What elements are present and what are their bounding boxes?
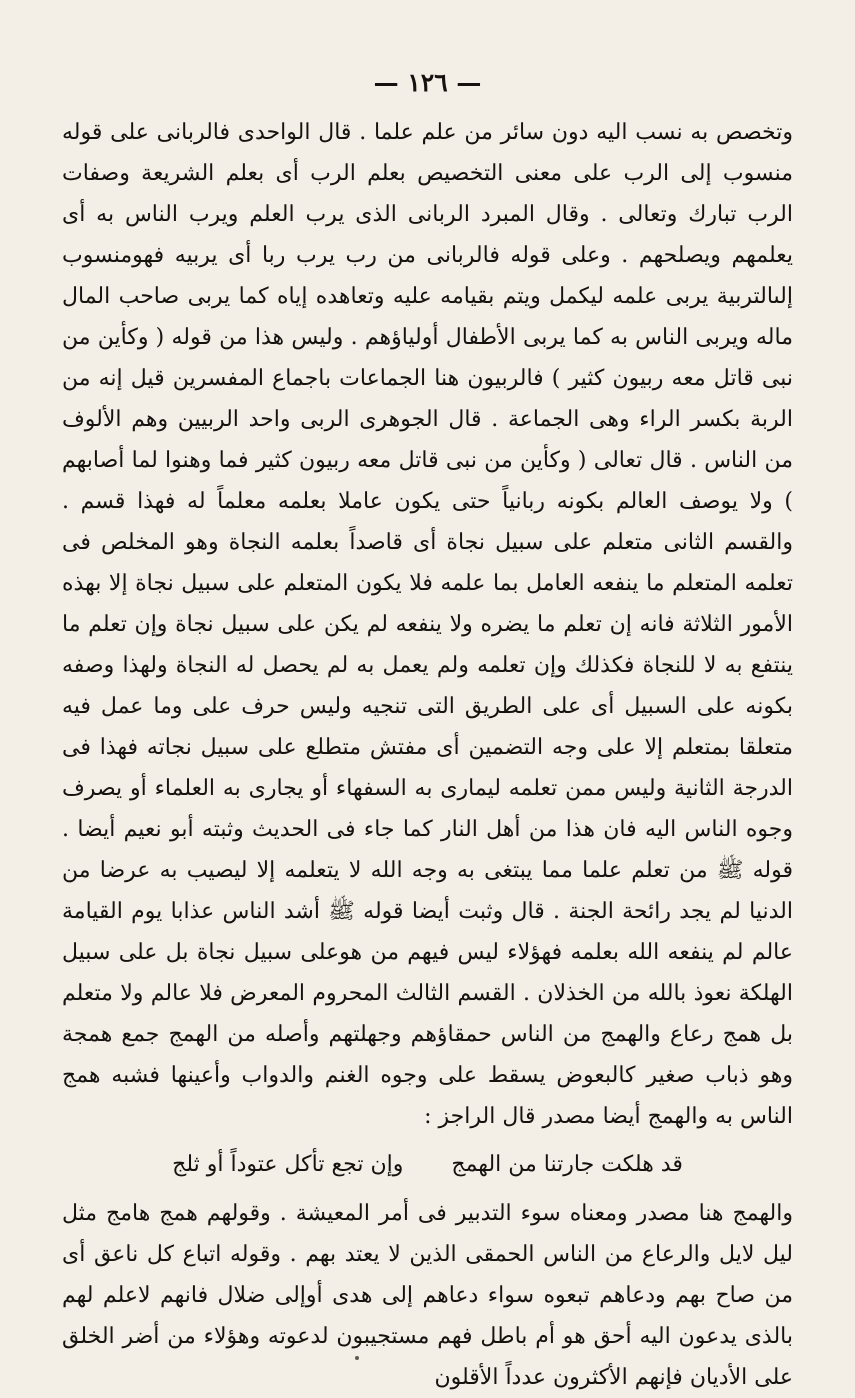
body-text-continued	[62, 1193, 793, 1398]
poetry-verse	[62, 1143, 793, 1187]
page-number: — ١٢٦ —	[373, 68, 482, 97]
paper-speck	[355, 1356, 359, 1360]
paragraph: وتخصص به نسب اليه دون سائر من علم علما . قال الواحدى فالربانى على قوله منسوب إلى الرب على معنى التخصيص بعلم الرب أى بعلم الشريعة وصفات الرب تبارك وتعالى . وقال المبرد الربانى الذى يرب العلم ويرب الناس به أى يعلمهم ويصلحهم . وعلى قوله فالربانى من رب يرب ربا أى يربيه فهومنسوب إلىالتربية يربى علمه ليكمل ويتم بقيامه عليه وتعاهده إياه كما يربى صاحب المال ماله ويربى الناس به كما يربى الأطفال أولياؤهم . وليس هذا من قوله ( وكأين من نبى قاتل معه ربيون كثير ) فالربيون هنا الجماعات باجماع المفسرين قيل إنه من الربة بكسر الراء وهى الجماعة . قال الجوهرى الربى واحد الربيين وهم الألوف من الناس . قال تعالى ( وكأين من نبى قاتل معه ربيون كثير فما وهنوا لما أصابهم ) ولا يوصف العالم بكونه ربانياً حتى يكون عاملا بعلمه معلماً له فهذا قسم . والقسم الثانى متعلم على سبيل نجاة أى قاصداً بعلمه النجاة وهو المخلص فى تعلمه المتعلم ما ينفعه العامل بما علمه فلا يكون المتعلم على سبيل نجاة إلا بهذه الأمور الثلاثة فانه إن تعلم ما يضره ولا ينفعه لم يكن على سبيل نجاة وإن تعلم ما ينتفع به لا للنجاة فكذلك وإن تعلمه ولم يعمل به لم يحصل له النجاة ولهذا وصفه بكونه على السبيل أى على الطريق التى تنجيه وليس حرف على وما عمل فيه متعلقا بمتعلم إلا على وجه التضمين أى مفتش متطلع على سبيل نجاته فهذا فى الدرجة الثانية وليس ممن تعلمه ليمارى به السفهاء أو يجارى به العلماء أو يصرف وجوه الناس اليه فان هذا من أهل النار كما جاء فى الحديث وثبته أبو نعيم أيضا . قوله ﷺ من تعلم علما مما يبتغى به وجه الله لا يتعلمه إلا ليصيب به عرضا من الدنيا لم يجد رائحة الجنة . قال وثبت أيضا قوله ﷺ أشد الناس عذابا يوم القيامة عالم لم ينفعه الله بعلمه فهؤلاء ليس فيهم من هوعلى سبيل نجاة بل على سبيل الهلكة نعوذ بالله من الخذلان . القسم الثالث المحروم المعرض فلا عالم ولا متعلم بل همج رعاع والهمج من الناس حمقاؤهم وجهلتهم وأصله من الهمج جمع همجة وهو ذباب صغير كالبعوض يسقط على وجوه الغنم والدواب وأعينها فشبه همج الناس به والهمج أيضا مصدر قال الراجز :	[62, 120, 793, 1129]
paragraph: والهمج هنا مصدر ومعناه سوء التدبير فى أمر المعيشة . وقولهم همج هامج مثل ليل لايل والرعاع من الناس الحمقى الذين لا يعتد بهم . وقوله اتباع كل ناعق أى من صاح بهم ودعاهم تبعوه سواء دعاهم إلى هدى أوإلى ضلال فانهم لاعلم لهم بالذى يدعون اليه أحق هو أم باطل فهم مستجيبون لدعوته وهؤلاء من أضر الخلق على الأديان فإنهم الأكثرون عدداً الأقلون	[62, 1201, 793, 1390]
verse-second-hemistich: وإن تجع تأكل عتوداً أو ثلج	[172, 1152, 404, 1177]
body-text	[62, 112, 793, 1137]
verse-first-hemistich: قد هلكت جارتنا من الهمج	[451, 1152, 683, 1177]
